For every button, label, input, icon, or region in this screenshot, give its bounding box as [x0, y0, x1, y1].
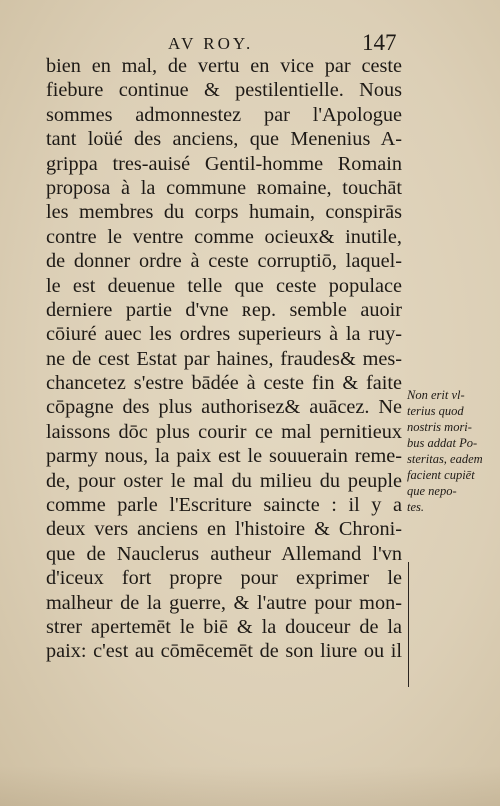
text-line: les membres du corps humain, conspirās [46, 201, 402, 224]
text-line: de donner ordre à ceste corruptiō, laquel- [46, 250, 402, 273]
main-text-block [46, 54, 402, 664]
margin-line: Non erit vl- [407, 388, 465, 402]
text-line: cōpagne des plus authorisez& auācez. Ne [46, 396, 402, 419]
text-line: comme parle l'Escriture saincte : il y a [46, 494, 402, 517]
text-line: fiebure continue & pestilentielle. Nous [46, 79, 402, 102]
text-line: tant loüé des anciens, que Menenius A- [46, 128, 402, 151]
text-line: ne de cest Estat par haines, fraudes& mes- [46, 347, 402, 370]
text-line: chancetez s'estre bādée à ceste fin & faite [46, 372, 402, 395]
margin-line: terius quod [407, 404, 464, 418]
text-line: derniere partie d'vne ʀep. semble auoir [46, 298, 402, 321]
margin-line: nostris mori- [407, 420, 472, 434]
margin-line: facient cupiēt [407, 468, 475, 482]
text-line: strer apertemēt le biē & la douceur de la [46, 615, 402, 638]
text-line: que de Nauclerus autheur Allemand l'vn [46, 542, 402, 565]
text-line: laissons dōc plus courir ce mal pernitieux [46, 420, 402, 443]
page-edge-shading [0, 766, 500, 806]
text-line: contre le ventre comme ocieux& inutile, [46, 225, 402, 248]
text-line: sommes admonnestez par l'Apologue [46, 103, 402, 126]
page-number: 147 [362, 30, 397, 55]
text-line: bien en mal, de vertu en vice par ceste [46, 55, 402, 77]
margin-line: que nepo- [407, 484, 457, 498]
text-line: malheur de la guerre, & l'autre pour mon- [46, 591, 402, 614]
text-line: le est deuenue telle que ceste populace [46, 274, 402, 297]
text-line: de, pour oster le mal du milieu du peuple [46, 469, 402, 492]
text-line: deux vers anciens en l'histoire & Chroni- [46, 518, 402, 541]
text-line: paix: c'est au cōmēcemēt de son liure ou il [46, 640, 402, 663]
text-line: proposa à la commune ʀomaine, touchāt [46, 176, 402, 199]
marginal-note [407, 387, 493, 515]
text-line: d'iceux fort propre pour exprimer le [46, 567, 402, 590]
text-line: parmy nous, la paix est le souuerain reme- [46, 445, 402, 468]
margin-line: steritas, eadem [407, 452, 483, 466]
margin-line: bus addat Po- [407, 436, 478, 450]
margin-line: tes. [407, 500, 425, 514]
text-line: cōiuré auec les ordres superieurs à la ruy- [46, 323, 402, 346]
text-line: grippa tres-auisé Gentil-homme Romain [46, 152, 402, 175]
running-head: AV ROY. [168, 34, 254, 53]
handwritten-bracket-mark [396, 562, 409, 687]
